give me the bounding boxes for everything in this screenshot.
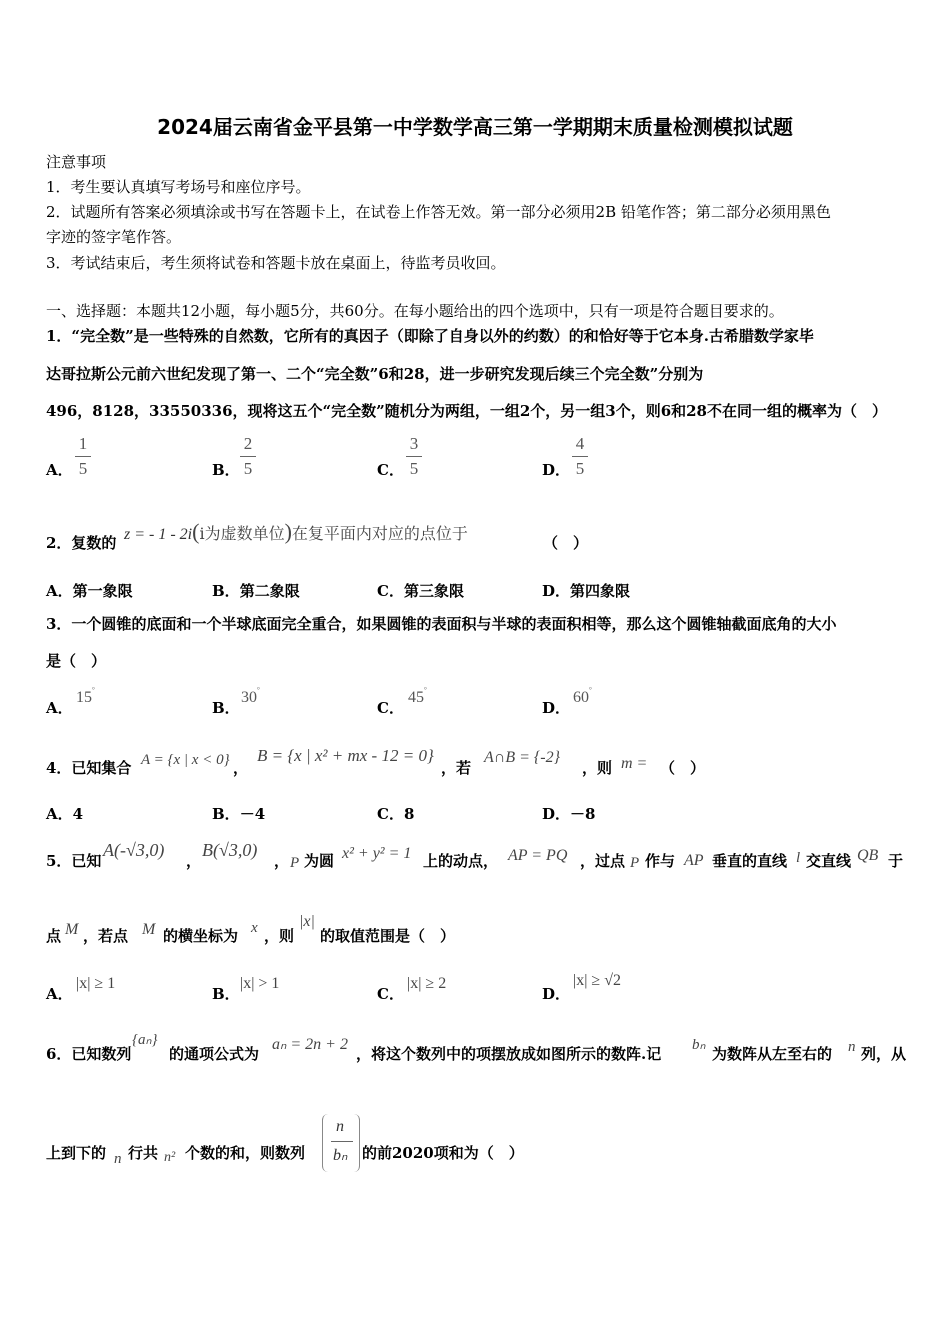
q1-option-c-fraction [406, 434, 422, 479]
q4-comma-2: ，若 [441, 759, 472, 777]
q4-variable-m: m = [621, 755, 648, 772]
q6-arrangement: ，将这个数列中的项摆放成如图所示的数阵.记 [356, 1045, 662, 1063]
q1-c-numerator: 3 [409, 434, 419, 453]
q6-column-text: 为数阵从左至右的 [712, 1045, 833, 1063]
q1-a-numerator: 1 [78, 434, 88, 453]
q2-a-label: A． [46, 582, 73, 600]
q4-set-b: B = {x | x² + mx - 12 = 0} [257, 746, 434, 765]
q6-fraction-numerator: n [336, 1118, 344, 1135]
q5-point-a: A(-√3,0) [103, 840, 165, 860]
q3-option-b: B． [212, 699, 240, 717]
q2-option-d [542, 580, 630, 601]
q5-abscissa: 的横坐标为 [163, 927, 239, 945]
q4-set-a: A = {x | x < 0} [141, 752, 230, 768]
notice-item-2-cont: 字迹的签字笔作答。 [46, 228, 182, 246]
q2-a-text: 第一象限 [72, 582, 133, 600]
q5-sep-2: ， [274, 852, 290, 870]
q3-line-2: 是（ ） [46, 652, 107, 670]
q6-sequence-fraction [322, 1114, 360, 1172]
q4-b-text: －4 [239, 805, 266, 823]
q3-b-number: 30 [241, 689, 257, 706]
q2-c-label: C． [377, 582, 404, 600]
q5-option-c: C． [377, 985, 404, 1003]
q5-option-b-value: |x| > 1 [240, 975, 280, 992]
q4-a-label: A． [46, 805, 73, 823]
q1-c-denominator: 5 [409, 459, 419, 478]
q3-d-number: 60 [573, 689, 589, 706]
q1-option-c: C． [377, 461, 404, 479]
q4-c-label: C． [377, 805, 404, 823]
q5-intersect: 交直线 [806, 852, 852, 870]
notice-item-1: 1．考生要认真填写考场号和座位序号。 [46, 178, 311, 196]
q3-b-degree: ° [257, 686, 260, 694]
q1-option-b: B． [212, 461, 240, 479]
q6-fraction-denominator: bₙ [333, 1147, 348, 1164]
q5-circle-equation: x² + y² = 1 [342, 845, 412, 862]
q5-line-l: l [796, 850, 801, 866]
q5-option-b: B． [212, 985, 240, 1003]
q6-top-down: 上到下的 [46, 1144, 107, 1162]
q6-b-n: bₙ [692, 1037, 706, 1053]
q4-d-label: D． [542, 805, 571, 823]
q4-blank: （ ） [660, 759, 706, 777]
q5-point-p-2: P [630, 855, 640, 871]
q1-b-numerator: 2 [243, 434, 253, 453]
q3-a-degree: ° [92, 686, 95, 694]
q4-option-c [377, 803, 414, 824]
q2-b-text: 第二象限 [239, 582, 300, 600]
q1-line-2: 达哥拉斯公元前六世纪发现了第一、二个“完全数”6和28，进一步研究发现后续三个完全数”分别为 [46, 365, 704, 383]
q5-segment-ap: AP [684, 852, 704, 869]
q5-point-label: 点 [46, 927, 62, 945]
q1-d-numerator: 4 [575, 434, 585, 453]
q5-ap-equals-pq: AP = PQ [508, 847, 568, 864]
q6-general-term: aₙ = 2n + 2 [272, 1036, 348, 1053]
q5-if-point: ，若点 [83, 927, 129, 945]
q2-plane-text: 在复平面内对应的点位于 [291, 524, 468, 543]
q5-option-c-value: |x| ≥ 2 [407, 975, 447, 992]
q3-option-a-value [76, 686, 95, 707]
q3-option-c-value [408, 686, 427, 707]
q6-sum-text: 个数的和，则数列 [185, 1144, 306, 1162]
q5-option-d: D． [542, 985, 571, 1003]
q6-fraction-bar [331, 1141, 353, 1142]
q5-then: ，则 [264, 927, 295, 945]
page-title: 2024届云南省金平县第一中学数学高三第一学期期末质量检测模拟试题 [157, 115, 793, 139]
q4-option-d [542, 803, 595, 824]
section-heading: 一、选择题：本题共12小题，每小题5分，共60分。在每小题给出的四个选项中，只有一项是符合题目要求的。 [46, 302, 784, 320]
q1-option-a: A． [46, 461, 73, 479]
q6-prefix: 6．已知数列 [46, 1045, 132, 1063]
q1-d-denominator: 5 [575, 459, 585, 478]
q1-option-d: D． [542, 461, 571, 479]
q6-sequence-a: {aₙ} [132, 1032, 158, 1048]
notice-item-3: 3．考试结束后，考生须将试卷和答题卡放在桌面上，待监考员收回。 [46, 254, 506, 272]
q2-option-b [212, 580, 300, 601]
q3-line-1: 3．一个圆锥的底面和一个半球底面完全重合，如果圆锥的表面积与半球的表面积相等，那么这个圆锥轴截面底角的大小 [46, 615, 837, 633]
q1-line-3: 496，8128，33550336，现将这五个“完全数”随机分为两组，一组2个，另一组3个，则6和28不在同一组的概率为（ ） [46, 402, 888, 420]
q3-option-d: D． [542, 699, 571, 717]
q5-option-a-value: |x| ≥ 1 [76, 975, 116, 992]
q6-n-squared: n² [164, 1150, 176, 1165]
q4-prefix: 4．已知集合 [46, 759, 132, 777]
q5-var-x: x [251, 920, 258, 936]
q2-complex-number: z = - 1 - 2i [124, 526, 193, 543]
q6-rows-total: 行共 [128, 1144, 159, 1162]
q4-then: ，则 [582, 759, 613, 777]
notice-item-2: 2．试题所有答案必须填涂或书写在答题卡上，在试卷上作答无效。第一部分必须用2B 铅笔作答；第二部分必须用黑色 [46, 203, 831, 221]
q4-option-a [46, 803, 83, 824]
q6-general-term-label: 的通项公式为 [169, 1045, 260, 1063]
q5-range-question: 的取值范围是（ ） [320, 927, 456, 945]
q6-var-n-2: n [114, 1151, 122, 1167]
q3-option-d-value [573, 686, 592, 707]
q1-option-b-fraction [240, 434, 256, 479]
q2-blank: （ ） [543, 534, 589, 552]
q3-c-number: 45 [408, 689, 424, 706]
q5-circle-label: 为圆 [304, 852, 335, 870]
q1-line-1: 1．“完全数”是一些特殊的自然数，它所有的真因子（即除了自身以外的约数）的和恰好等于它本身.古希腊数学家毕 [46, 327, 814, 345]
q1-option-a-fraction [75, 434, 91, 479]
q2-c-text: 第三象限 [403, 582, 464, 600]
q2-d-text: 第四象限 [570, 582, 631, 600]
q5-point-p: P [290, 855, 300, 871]
q4-option-b [212, 803, 265, 824]
q5-perpendicular: 垂直的直线 [712, 852, 788, 870]
q2-d-label: D． [542, 582, 571, 600]
q4-a-text: 4 [72, 805, 84, 823]
q5-sep-1: ， [186, 852, 202, 870]
q5-point-m-2: M [142, 921, 156, 938]
q6-sum-question: 的前2020项和为（ ） [362, 1144, 524, 1162]
q1-b-denominator: 5 [243, 459, 253, 478]
q2-option-c [377, 580, 464, 601]
q4-b-label: B． [212, 805, 240, 823]
q2-prefix: 2．复数的 [46, 534, 117, 552]
q1-a-denominator: 5 [78, 459, 88, 478]
q3-option-a: A． [46, 699, 73, 717]
q5-moving-point: 上的动点， [423, 852, 499, 870]
q3-d-degree: ° [589, 686, 592, 694]
q4-comma-1: ， [233, 759, 249, 777]
q5-point-m: M [65, 921, 79, 938]
q2-expression: z = - 1 - 2i(i为虚数单位)在复平面内对应的点位于 [124, 519, 468, 544]
notice-heading: 注意事项 [46, 153, 107, 171]
q4-condition: A∩B = {-2} [484, 749, 561, 766]
q4-d-text: －8 [570, 805, 596, 823]
q6-var-n: n [848, 1039, 856, 1055]
q2-b-label: B． [212, 582, 240, 600]
q1-option-d-fraction [572, 434, 588, 479]
q5-point-b: B(√3,0) [202, 840, 258, 860]
q2-option-a [46, 580, 133, 601]
q5-prefix: 5．已知 [46, 852, 102, 870]
q6-column-from: 列，从 [861, 1045, 907, 1063]
q5-abs-x: |x| [299, 913, 315, 930]
q2-imaginary-note: i为虚数单位 [199, 524, 285, 543]
q5-option-d-value: |x| ≥ √2 [573, 972, 621, 989]
q5-line-qb: QB [857, 847, 879, 864]
q3-option-b-value [241, 686, 260, 707]
q3-a-number: 15 [76, 689, 92, 706]
q3-c-degree: ° [424, 686, 427, 694]
q3-option-c: C． [377, 699, 404, 717]
q4-c-text: 8 [403, 805, 415, 823]
q5-at: 于 [888, 852, 904, 870]
q5-option-a: A． [46, 985, 73, 1003]
q5-make: 作与 [645, 852, 676, 870]
q5-through-point: ，过点 [580, 852, 626, 870]
